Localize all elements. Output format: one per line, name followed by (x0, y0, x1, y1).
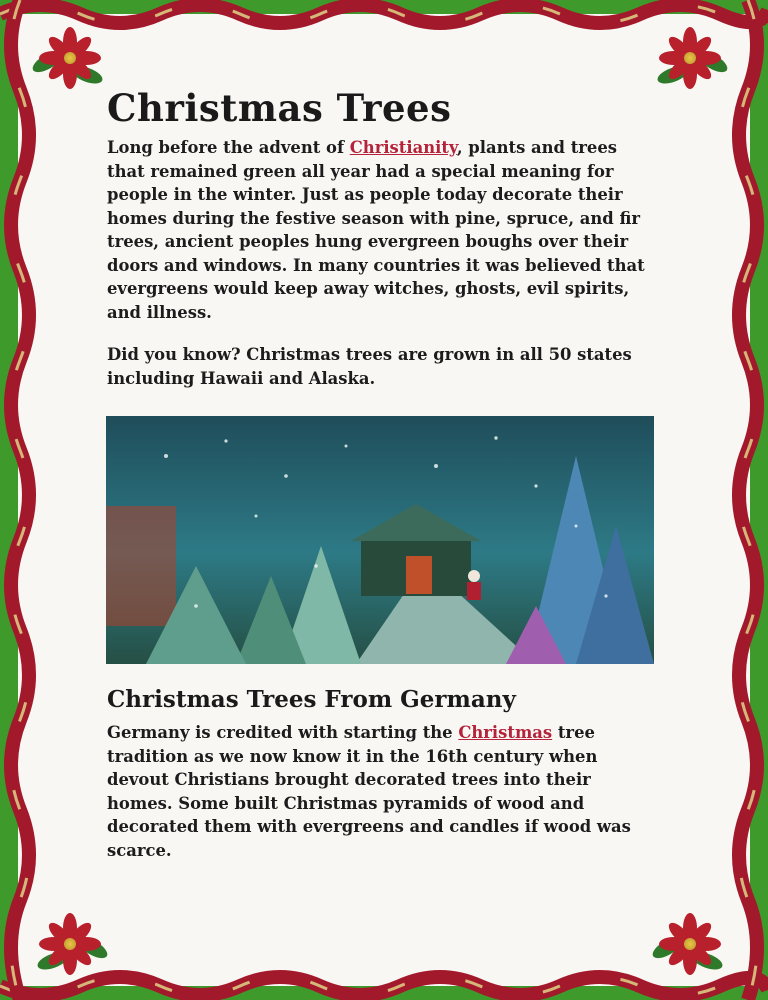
germany-text-start: Germany is credited with starting the (107, 723, 459, 742)
germany-heading: Christmas Trees From Germany (107, 686, 516, 713)
intro-text-end: , plants and trees that remained green all year had a special meaning for people in the winter. Just as people today decorate their homes during the festive season with pine, spruce, and fir trees, ancient peoples hung evergreen boughs over their doors and windows. In many countries it was believed that evergreens would keep away witches, ghosts, evil spirits, and illness. (107, 138, 645, 322)
did-you-know-paragraph: Did you know? Christmas trees are grown in all 50 states including Hawaii and Alaska. (107, 345, 632, 388)
intro-paragraph (107, 136, 655, 324)
christianity-link[interactable]: Christianity (349, 138, 457, 157)
germany-paragraph (107, 721, 655, 862)
christmas-trees-photo (106, 416, 654, 664)
page-title: Christmas Trees (107, 86, 452, 130)
christmas-link[interactable]: Christmas (458, 723, 553, 742)
germany-text-end: tree tradition as we now know it in the 16th century when devout Christians brought decorated trees into their homes. Some built Christmas pyramids of wood and decorated them with evergreens and candles if wood was scarce. (107, 723, 631, 860)
intro-text-start: Long before the advent of (107, 138, 350, 157)
